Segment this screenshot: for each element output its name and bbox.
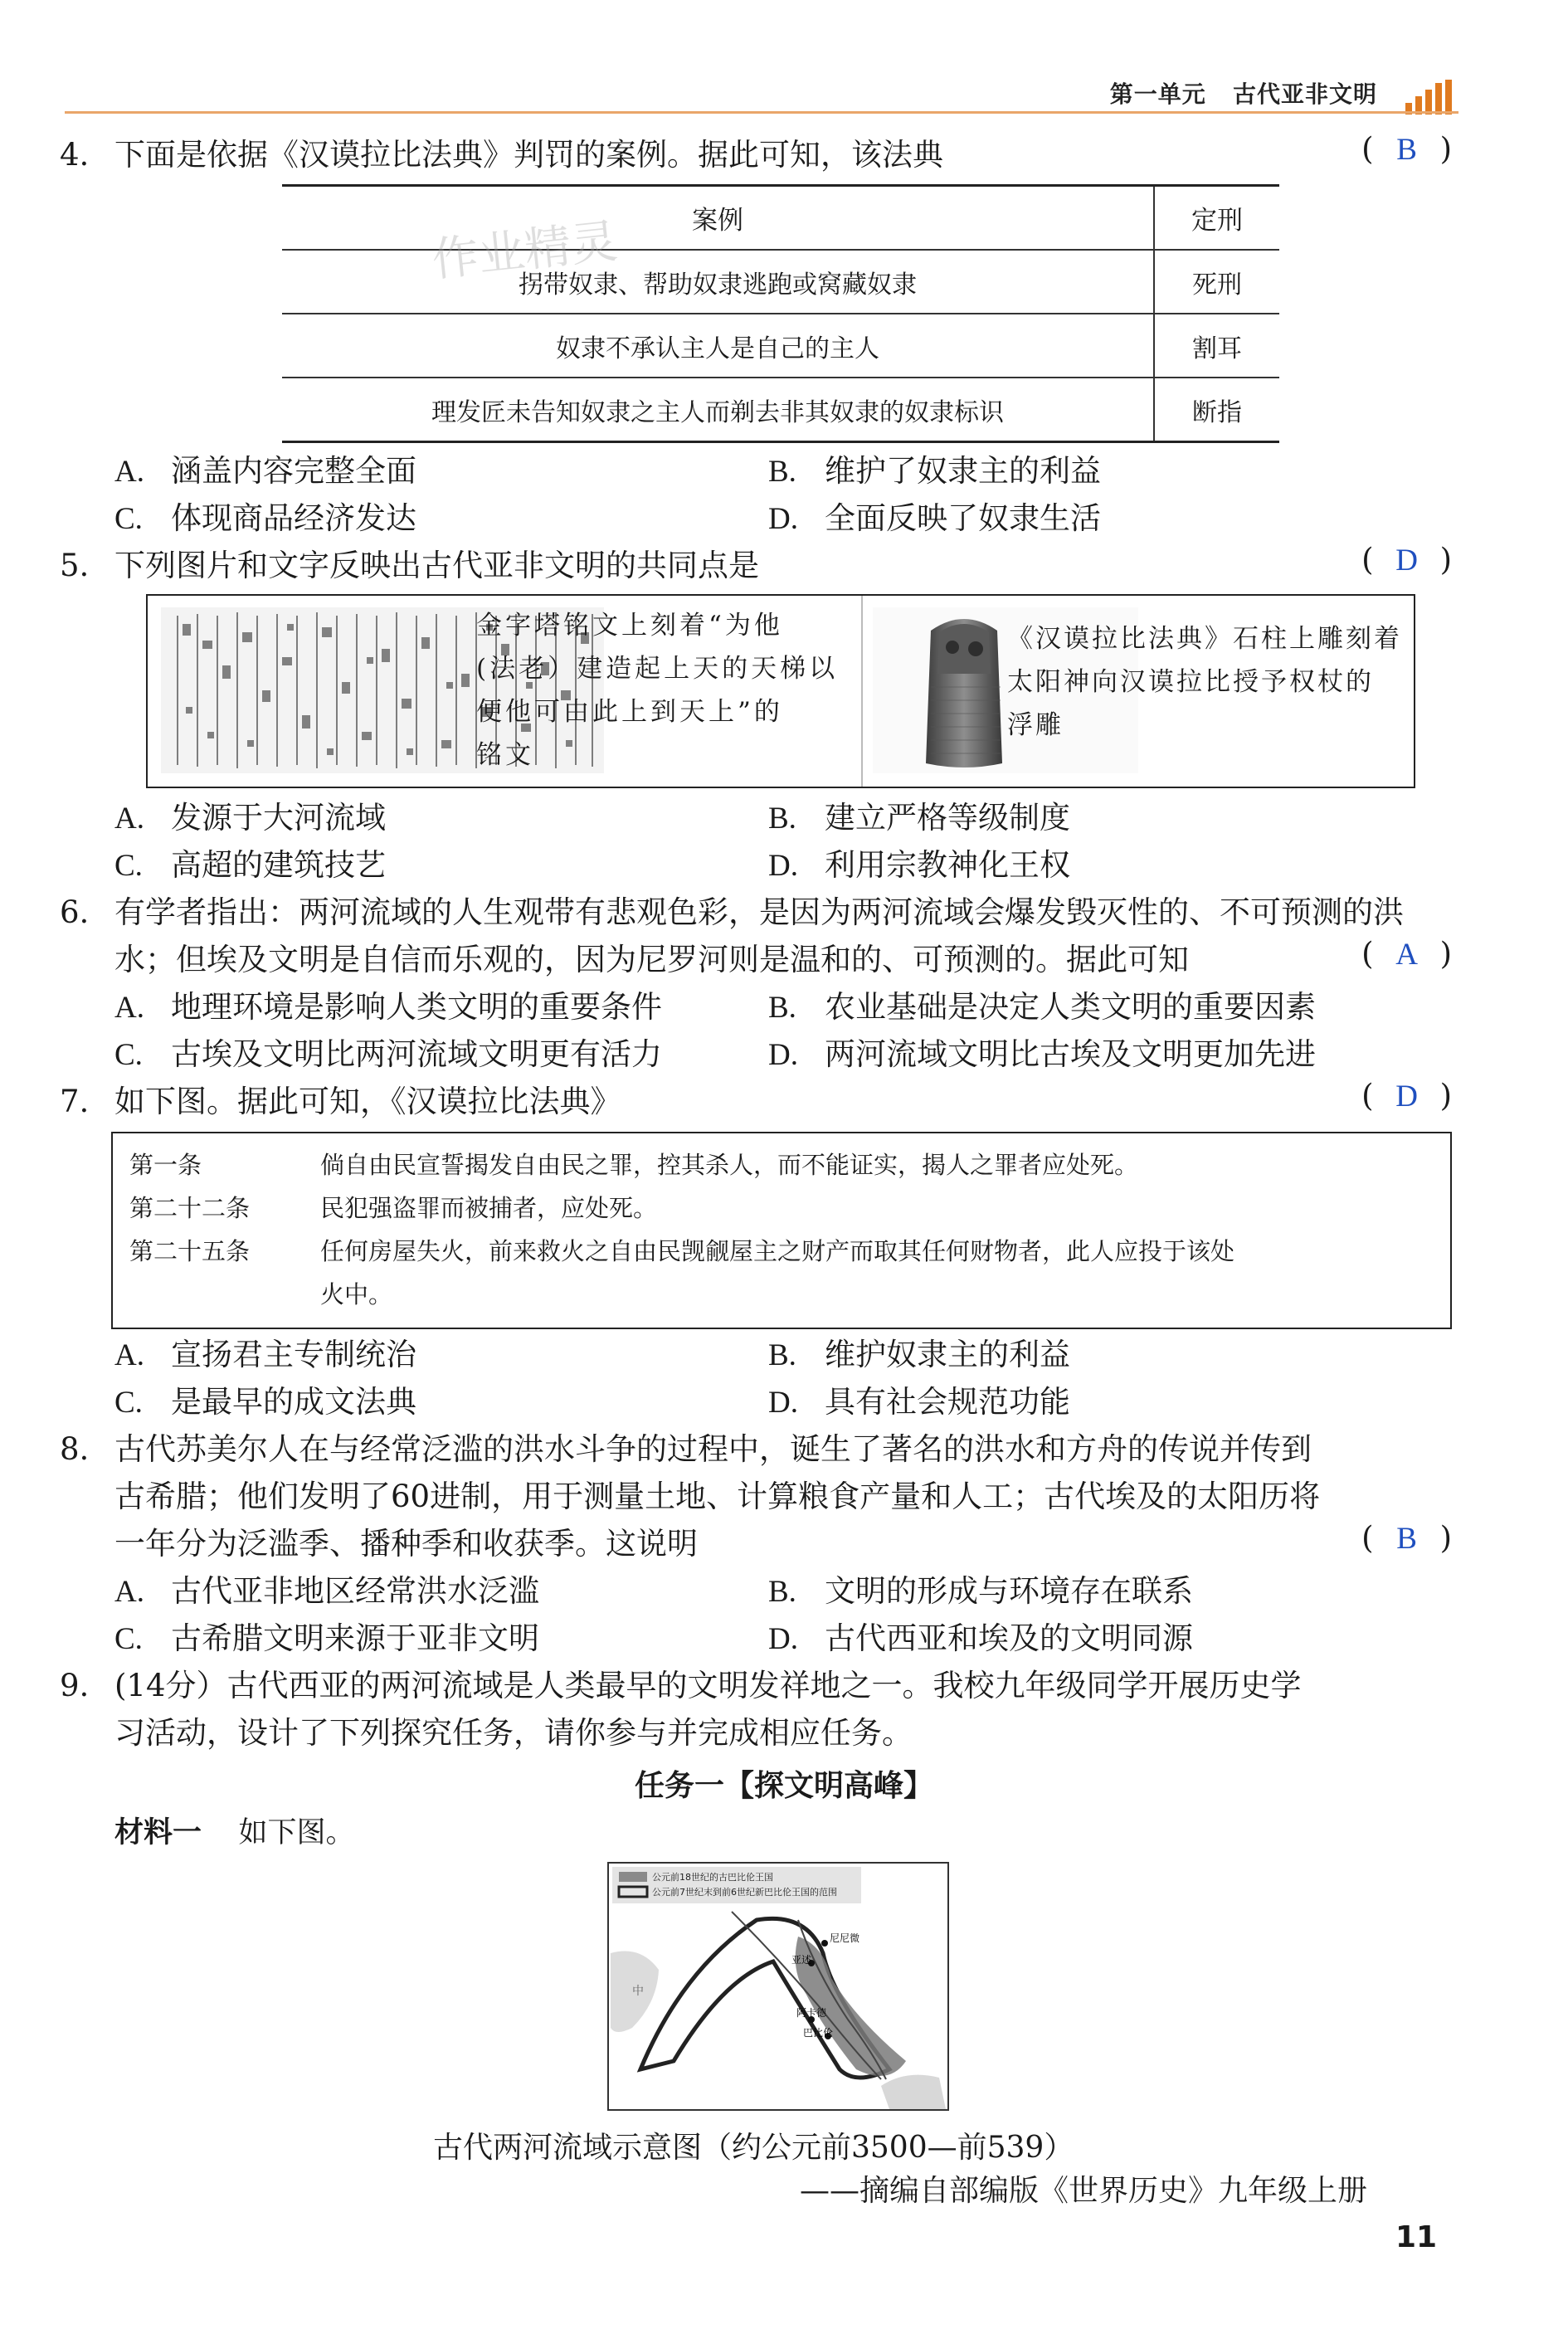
- material-1: 材料一 如下图。: [114, 1816, 355, 1849]
- header-bars-icon: [1405, 80, 1455, 115]
- q7-option-d: D. 具有社会规范功能: [768, 1384, 1070, 1420]
- map-label-sea: 中: [632, 1985, 644, 1998]
- q4-stem: 下面是依据《汉谟拉比法典》判罚的案例。据此可知，该法典: [114, 137, 943, 173]
- q5-figure-box: [146, 594, 1415, 788]
- q5-option-d: D. 利用宗教神化王权: [768, 847, 1070, 883]
- q4-option-c: C. 体现商品经济发达: [114, 500, 416, 536]
- header-title: [1110, 76, 1377, 110]
- q6-option-a: A. 地理环境是影响人类文明的重要条件: [114, 989, 662, 1025]
- law-article-25-cont: 火中。: [320, 1280, 393, 1308]
- task-title: 任务一【探文明高峰】: [634, 1769, 933, 1803]
- map-label-assyria: 亚述: [791, 1954, 812, 1966]
- question-5: 5. 下列图片和文字反映出古代亚非文明的共同点是: [60, 548, 759, 583]
- table-row: 拐带奴隶、帮助奴隶逃跑或窝藏奴隶 死刑: [282, 250, 1279, 314]
- q5-right-text: 《汉谟拉比法典》石柱上雕刻着 太阳神向汉谟拉比授予权杖的 浮雕: [1007, 624, 1402, 740]
- q4-option-d: D. 全面反映了奴隶生活: [768, 500, 1101, 536]
- q8-option-b: B. 文明的形成与环境存在联系: [768, 1573, 1193, 1609]
- q6-answer: ( A ): [1361, 936, 1452, 972]
- table-row: 理发匠未告知奴隶之主人而剃去非其奴隶的奴隶标识 断指: [282, 378, 1279, 442]
- table-header-penalty: 定刑: [1154, 186, 1279, 251]
- watermark: 作业精灵: [429, 214, 621, 288]
- q8-option-c: C. 古希腊文明来源于亚非文明: [114, 1620, 539, 1656]
- q4-option-b: B. 维护了奴隶主的利益: [768, 453, 1101, 489]
- page-number: 11: [1395, 2220, 1438, 2254]
- q8-answer: ( B ): [1361, 1520, 1452, 1556]
- q5-option-a: A. 发源于大河流域: [114, 800, 386, 836]
- q7-answer: ( D ): [1361, 1078, 1452, 1113]
- map-source: ——摘编自部编版《世界历史》九年级上册: [800, 2174, 1368, 2208]
- q7-option-a: A. 宣扬君主专制统治: [114, 1337, 416, 1372]
- table-header-case: 案例: [282, 186, 1154, 251]
- q8-option-a: A. 古代亚非地区经常洪水泛滥: [114, 1573, 539, 1609]
- header-unit: 第一单元: [1109, 80, 1206, 108]
- q5-answer: ( D ): [1361, 542, 1452, 577]
- q7-law-box: 第一条 倘自由民宣誓揭发自由民之罪，控其杀人，而不能证实，揭人之罪者应处死。 第二十二条 民犯强盗罪而被捕者，应处死。 第二十五条 任何房屋失火，前来救火之自由民觊觎屋主之财产而取其任何财物者，此人应投于该处 火中。: [111, 1132, 1452, 1329]
- table-row: 奴隶不承认主人是自己的主人 割耳: [282, 314, 1279, 378]
- q5-option-b: B. 建立严格等级制度: [768, 800, 1070, 836]
- map-legend-2: 公元前7世纪末到前6世纪新巴比伦王国的范围: [652, 1887, 837, 1898]
- map-label-babylon: 巴比伦: [803, 2027, 834, 2039]
- q4-answer: ( B ): [1361, 131, 1452, 167]
- map-caption: 古代两河流域示意图（约公元前3500—前539）: [433, 2131, 1074, 2165]
- q5-left-text: 金字塔铭文上刻着“为他 (法老）建造起上天的天梯以 便他可由此上到天上”的 铭文: [476, 611, 839, 770]
- q6-option-c: C. 古埃及文明比两河流域文明更有活力: [114, 1036, 662, 1072]
- q7-option-b: B. 维护奴隶主的利益: [768, 1337, 1070, 1372]
- question-9: 9. (14分）古代西亚的两河流域是人类最早的文明发祥地之一。我校九年级同学开展历史学 习活动，设计了下列探究任务，请你参与并完成相应任务。: [60, 1668, 1302, 1751]
- q6-option-b: B. 农业基础是决定人类文明的重要因素: [768, 989, 1316, 1025]
- q4-option-a: A. 涵盖内容完整全面: [114, 453, 416, 489]
- question-7: 7. 如下图。据此可知，《汉谟拉比法典》: [60, 1084, 621, 1119]
- mesopotamia-map: [607, 1862, 949, 2111]
- map-legend-1: 公元前18世纪的古巴比伦王国: [652, 1872, 773, 1883]
- map-label-nineveh: 尼尼微: [830, 1932, 860, 1944]
- header-unit-title: 古代亚非文明: [1232, 80, 1377, 108]
- q5-option-c: C. 高超的建筑技艺: [114, 847, 386, 883]
- q6-option-d: D. 两河流域文明比古埃及文明更加先进: [768, 1036, 1316, 1072]
- map-label-akkad: 阿卡德: [796, 2007, 827, 2019]
- question-6: 6. 有学者指出：两河流域的人生观带有悲观色彩，是因为两河流域会爆发毁灭性的、不可预测的洪 水；但埃及文明是自信而乐观的，因为尼罗河则是温和的、可预测的。据此可知: [60, 894, 1404, 977]
- header-rule: [65, 111, 1458, 114]
- q5-stem: 下列图片和文字反映出古代亚非文明的共同点是: [114, 548, 759, 583]
- q8-option-d: D. 古代西亚和埃及的文明同源: [768, 1620, 1193, 1656]
- question-8: 8. 古代苏美尔人在与经常泛滥的洪水斗争的过程中，诞生了著名的洪水和方舟的传说并传到 古希腊；他们发明了60进制，用于测量土地、计算粮食产量和人工；古代埃及的太阳历将 一年分为泛滥季、播种季和收获季。这说明: [60, 1431, 1321, 1562]
- question-4: 4. 下面是依据《汉谟拉比法典》判罚的案例。据此可知，该法典: [60, 137, 943, 173]
- q7-option-c: C. 是最早的成文法典: [114, 1384, 416, 1420]
